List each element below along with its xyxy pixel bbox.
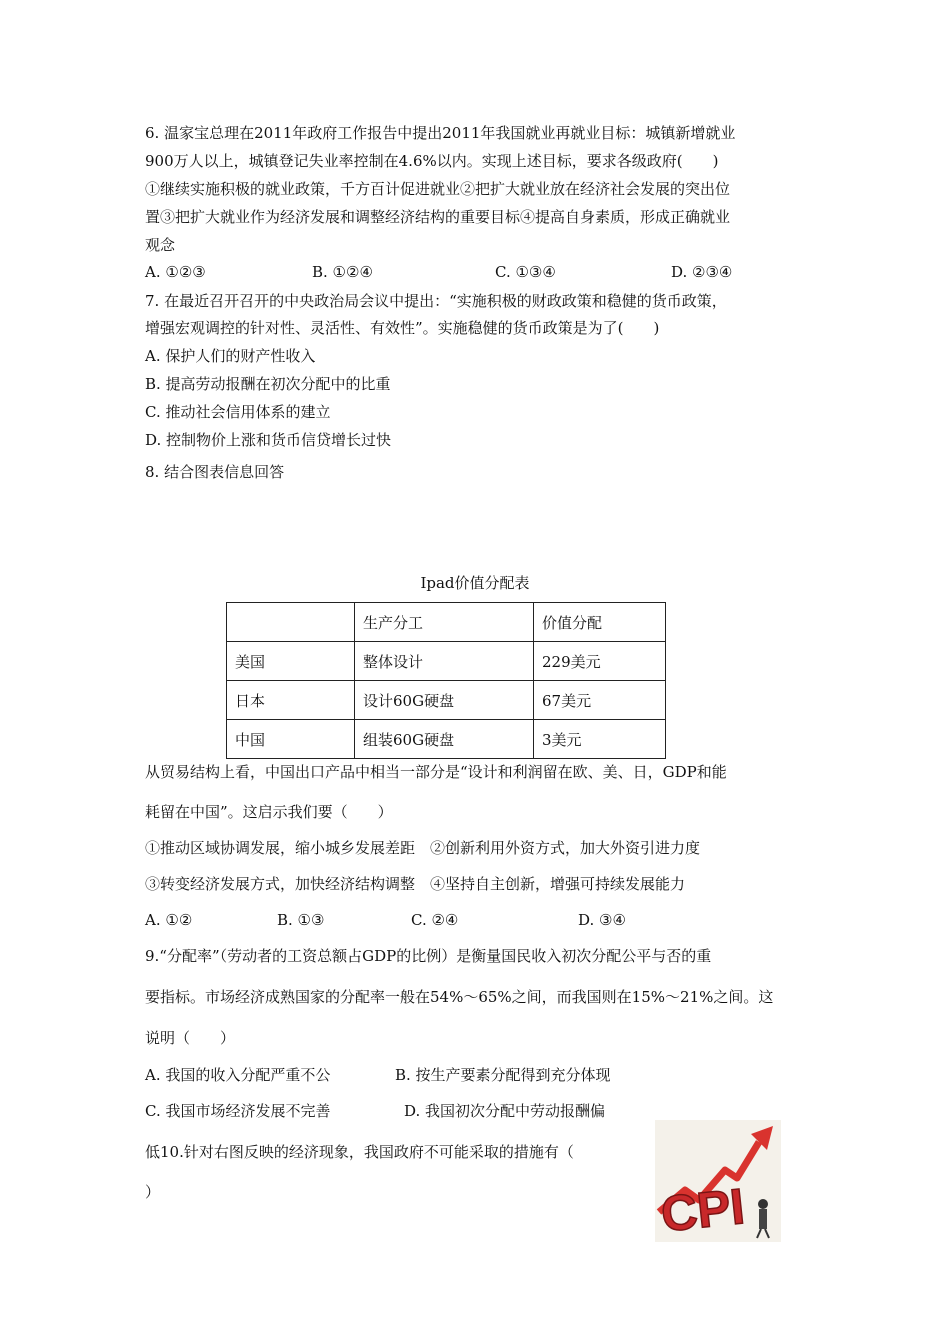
table-cell: 美国	[227, 642, 355, 681]
table-cell: 日本	[227, 681, 355, 720]
q7-option-d: D. 控制物价上涨和货币信贷增长过快	[145, 431, 392, 449]
table-caption: Ipad价值分配表	[420, 574, 530, 592]
q7-option-a: A. 保护人们的财产性收入	[145, 347, 316, 365]
q6-line-1: 6. 温家宝总理在2011年政府工作报告中提出2011年我国就业再就业目标：城镇新增就业	[145, 124, 736, 142]
q8-line-4: ①推动区域协调发展，缩小城乡发展差距 ②创新利用外资方式，加大外资引进力度	[145, 839, 701, 857]
value-distribution-table	[226, 602, 666, 759]
q7-line-1: 7. 在最近召开召开的中央政治局会议中提出：“实施积极的财政政策和稳健的货币政策，	[145, 292, 727, 310]
table-cell	[227, 603, 355, 642]
table-row	[227, 720, 666, 759]
q6-option-c: C. ①③④	[495, 263, 556, 281]
q8-option-d: D. ③④	[578, 911, 626, 929]
table-header-cell: 价值分配	[534, 603, 666, 642]
q9-option-c: C. 我国市场经济发展不完善	[145, 1102, 331, 1120]
q9-option-a: A. 我国的收入分配严重不公	[145, 1066, 331, 1084]
q10-line-2: ）	[145, 1183, 161, 1201]
q10-line-1: 低10.针对右图反映的经济现象，我国政府不可能采取的措施有（	[145, 1143, 574, 1161]
q7-line-2: 增强宏观调控的针对性、灵活性、有效性”。实施稳健的货币政策是为了( )	[145, 319, 660, 337]
q8-line-2: 从贸易结构上看，中国出口产品中相当一部分是“设计和利润留在欧、美、日，GDP和能	[145, 763, 727, 781]
q6-line-4: 置③把扩大就业作为经济发展和调整经济结构的重要目标④提高自身素质，形成正确就业	[145, 208, 731, 226]
q8-option-c: C. ②④	[411, 911, 459, 929]
table-cell: 229美元	[534, 642, 666, 681]
table-cell: 组装60G硬盘	[355, 720, 534, 759]
q9-line-2: 要指标。市场经济成熟国家的分配率一般在54%～65%之间，而我国则在15%～21%之间。这	[145, 988, 774, 1006]
table-row	[227, 642, 666, 681]
q8-line-5: ③转变经济发展方式，加快经济结构调整 ④坚持自主创新，增强可持续发展能力	[145, 875, 686, 893]
q9-line-3: 说明（ ）	[145, 1029, 236, 1047]
q7-option-c: C. 推动社会信用体系的建立	[145, 403, 331, 421]
table-row	[227, 681, 666, 720]
q8-option-a: A. ①②	[145, 911, 193, 929]
q6-option-b: B. ①②④	[312, 263, 373, 281]
cpi-rising-image	[655, 1120, 781, 1242]
q8-line-3: 耗留在中国”。这启示我们要（ ）	[145, 803, 393, 821]
table-cell: 中国	[227, 720, 355, 759]
q9-line-1: 9.“分配率”（劳动者的工资总额占GDP的比例）是衡量国民收入初次分配公平与否的重	[145, 947, 712, 965]
q7-option-b: B. 提高劳动报酬在初次分配中的比重	[145, 375, 391, 393]
table-cell: 设计60G硬盘	[355, 681, 534, 720]
q8-line-1: 8. 结合图表信息回答	[145, 463, 285, 481]
table-cell: 3美元	[534, 720, 666, 759]
cpi-text: CPI	[658, 1177, 748, 1242]
table-cell: 67美元	[534, 681, 666, 720]
q6-option-d: D. ②③④	[671, 263, 733, 281]
q9-option-d: D. 我国初次分配中劳动报酬偏	[404, 1102, 606, 1120]
q8-option-b: B. ①③	[277, 911, 325, 929]
table-header-row	[227, 603, 666, 642]
q9-option-b: B. 按生产要素分配得到充分体现	[395, 1066, 611, 1084]
cpi-illustration	[655, 1120, 781, 1242]
table-header-cell: 生产分工	[355, 603, 534, 642]
q6-line-3: ①继续实施积极的就业政策，千方百计促进就业②把扩大就业放在经济社会发展的突出位	[145, 180, 731, 198]
q6-option-a: A. ①②③	[145, 263, 206, 281]
q6-line-5: 观念	[145, 236, 176, 254]
table-cell: 整体设计	[355, 642, 534, 681]
q6-line-2: 900万人以上，城镇登记失业率控制在4.6%以内。实现上述目标，要求各级政府( )	[145, 152, 719, 170]
